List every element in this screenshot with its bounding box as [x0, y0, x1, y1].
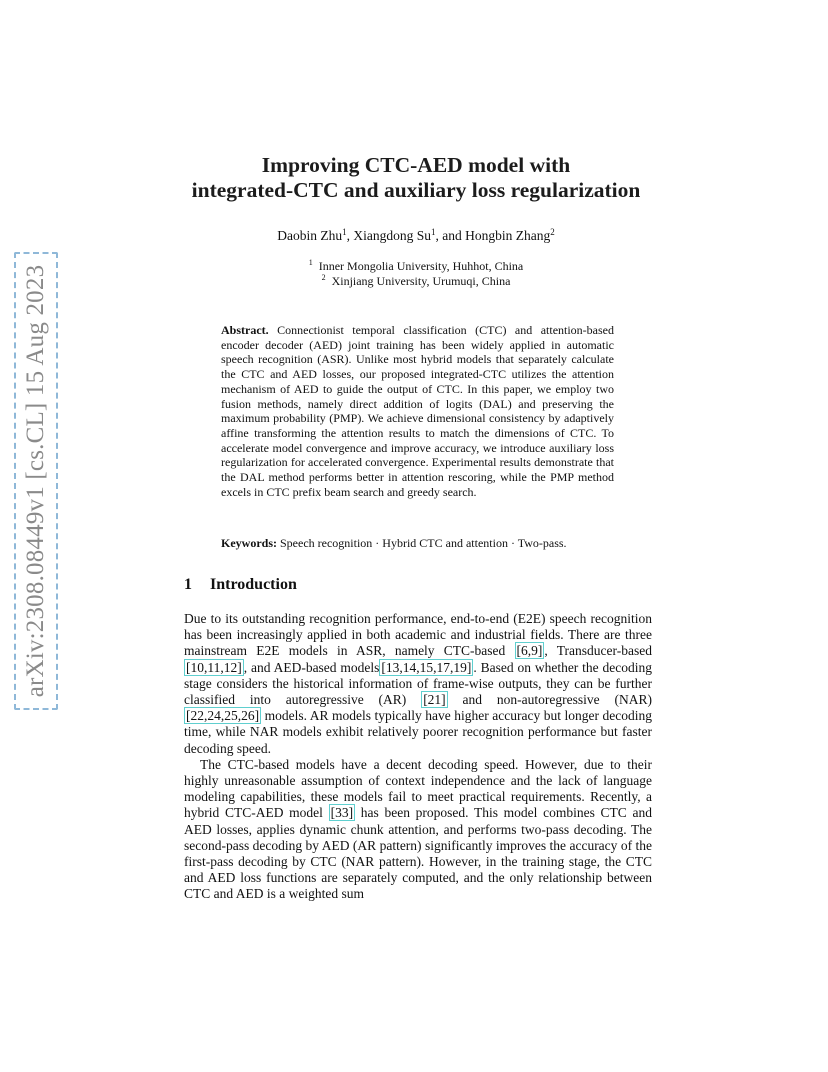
author-list — [120, 228, 712, 244]
citation-link[interactable]: [6,9] — [516, 643, 543, 659]
author-affiliation-mark: 1 — [342, 227, 347, 237]
affiliation-mark: 2 — [321, 273, 326, 282]
paper-title — [120, 153, 712, 203]
paragraph-text: and non-autoregressive (NAR) — [447, 692, 652, 708]
citation-link[interactable]: [33] — [330, 805, 354, 821]
paragraph-text: Due to its outstanding recognition performance, end-to-end (E2E) speech recognition has been increasingly applied in both academic and industrial fields. There are three mainstream E2E models in ASR, namely CTC-based — [184, 611, 652, 659]
section-number: 1 — [184, 576, 192, 593]
affiliation-text: Inner Mongolia University, Huhhot, China — [318, 259, 524, 273]
keywords-label: Keywords: — [221, 536, 277, 550]
citation-link[interactable]: [22,24,25,26] — [186, 708, 260, 724]
keywords — [221, 536, 621, 551]
title-line-1: Improving CTC-AED model with — [261, 153, 571, 177]
abstract — [221, 323, 614, 499]
paragraph-text: , Transducer-based — [544, 643, 652, 659]
citation-link[interactable]: [21] — [423, 692, 446, 708]
affiliation-2 — [120, 274, 712, 289]
paragraph-text: has been proposed. This model combines CTC and AED losses, applies dynamic chunk attention, and performs two-pass decoding. The second-pass decoding by AED (AR pattern) significantly improves the accuracy of the first-pass decoding by CTC (NAR pattern). However, in the training stage, the CTC and AED loss functions are separately computed, and the only relationship between CTC and AED is a weighted sum — [184, 805, 652, 902]
paragraph-text: , and AED-based models — [243, 659, 380, 675]
citation-link[interactable]: [13,14,15,17,19] — [381, 659, 472, 675]
paragraph-text: . Based on whether the decoding stage considers the historical information of frame-wise outputs, they can be further classified into autoregressive (AR) — [184, 659, 652, 708]
author-separator: , and — [435, 228, 466, 243]
author-affiliation-mark: 1 — [431, 227, 436, 237]
author-separator: , — [346, 228, 354, 243]
title-line-2: integrated-CTC and auxiliary loss regularization — [191, 178, 641, 202]
section-heading — [184, 576, 297, 594]
paragraph-text: The CTC-based models have a decent decoding speed. However, due to their highly unreasonable assumption of context independence and the lack of language modeling capabilities, these models fail to meet practical requirements. Recently, a hybrid CTC-AED model — [184, 756, 652, 821]
abstract-label: Abstract. — [221, 323, 269, 337]
author-name: Daobin Zhu — [277, 228, 343, 243]
author-name: Hongbin Zhang — [465, 228, 551, 243]
affiliation-1 — [120, 259, 712, 274]
keywords-text: Speech recognition · Hybrid CTC and attention · Two-pass. — [280, 536, 567, 550]
paragraph-2 — [184, 757, 652, 903]
paragraph-1 — [184, 611, 652, 757]
arxiv-identifier: arXiv:2308.08449v1 [cs.CL] 15 Aug 2023 — [22, 264, 49, 698]
arxiv-identifier-stamp[interactable] — [14, 252, 58, 710]
affiliation-mark: 1 — [308, 258, 313, 267]
introduction-body — [184, 611, 652, 903]
author-affiliation-mark: 2 — [550, 227, 555, 237]
section-title: Introduction — [210, 576, 297, 593]
affiliation-text: Xinjiang University, Urumuqi, China — [331, 274, 511, 288]
abstract-text: Connectionist temporal classification (CTC) and attention-based encoder decoder (AED) joint training has been widely applied in automatic speech recognition (ASR). Unlike most hybrid models that separately calculate the CTC and AED losses, our proposed integrated-CTC utilizes the attention mechanism of AED to guide the output of CTC. In this paper, we employ two fusion methods, namely direct addition of logits (DAL) and preserving the maximum probability (PMP). We achieve dimensional consistency by adaptively affine transforming the attention results to match the dimensions of CTC. To accelerate model convergence and improve accuracy, we introduce auxiliary loss regularization for accelerated convergence. Experimental results demonstrate that the DAL method performs better in attention rescoring, while the PMP method excels in CTC prefix beam search and greedy search. — [221, 323, 615, 499]
paragraph-text: models. AR models typically have higher accuracy but longer decoding time, while NAR models exhibit relatively poorer recognition performance but faster decoding speed. — [184, 708, 652, 756]
citation-link[interactable]: [10,11,12] — [186, 659, 242, 675]
author-name: Xiangdong Su — [353, 228, 431, 243]
